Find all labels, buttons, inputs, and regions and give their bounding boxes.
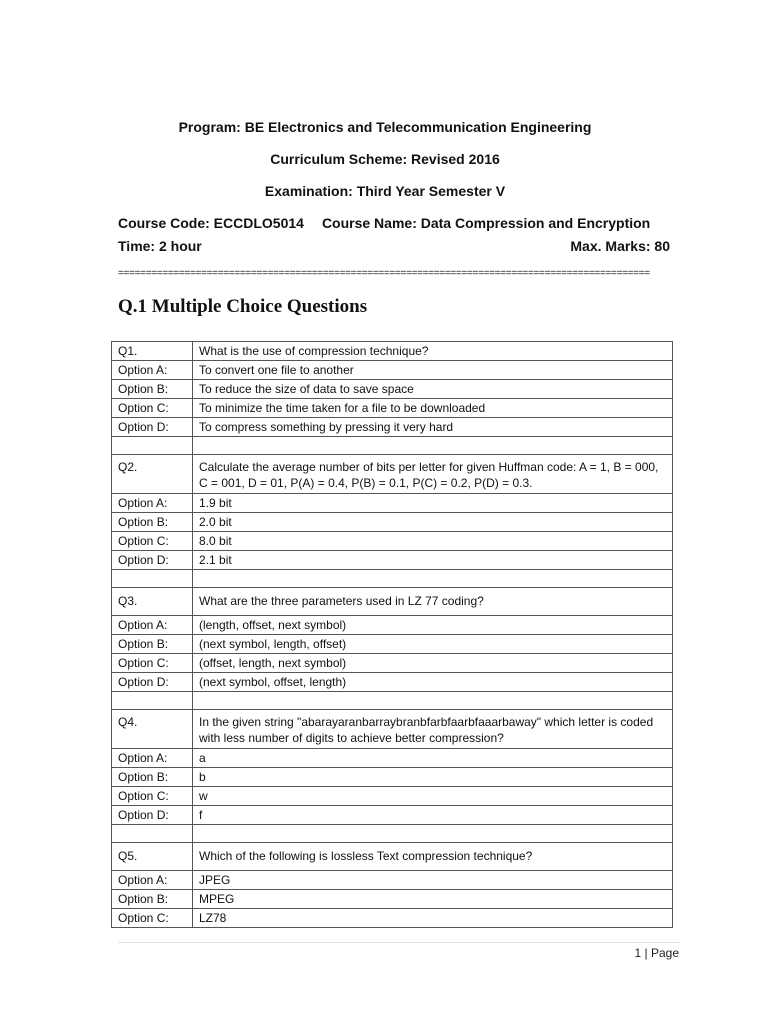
option-row [112, 890, 673, 909]
spacer-row [112, 692, 673, 710]
spacer-row [112, 570, 673, 588]
option-row [112, 616, 673, 635]
option-label: Option A: [112, 494, 193, 513]
option-label: Option C: [112, 399, 193, 418]
question-text: What are the three parameters used in LZ 77 coding? [193, 588, 673, 616]
question-text: Which of the following is lossless Text compression technique? [193, 843, 673, 871]
option-text: (length, offset, next symbol) [193, 616, 673, 635]
question-label: Q4. [112, 710, 193, 749]
option-label: Option D: [112, 673, 193, 692]
option-label: Option A: [112, 361, 193, 380]
option-label: Option A: [112, 871, 193, 890]
option-text: JPEG [193, 871, 673, 890]
separator-line: ================================================================================================ [118, 268, 650, 279]
option-row [112, 787, 673, 806]
option-text: (next symbol, length, offset) [193, 635, 673, 654]
option-text: 1.9 bit [193, 494, 673, 513]
spacer-row [112, 825, 673, 843]
option-label: Option C: [112, 654, 193, 673]
option-row [112, 418, 673, 437]
option-row [112, 673, 673, 692]
course-name: Course Name: Data Compression and Encryption [321, 215, 651, 231]
option-text: 2.1 bit [193, 551, 673, 570]
question-label: Q2. [112, 455, 193, 494]
option-text: b [193, 768, 673, 787]
option-label: Option B: [112, 380, 193, 399]
question-text: Calculate the average number of bits per letter for given Huffman code: A = 1, B = 000, C = 001, D = 01, P(A) = 0.4, P(B) = 0.1, P(C) = 0.2, P(D) = 0.3. [193, 455, 673, 494]
option-text: To convert one file to another [193, 361, 673, 380]
option-label: Option D: [112, 806, 193, 825]
program-heading: Program: BE Electronics and Telecommunication Engineering [178, 119, 592, 135]
option-text: a [193, 749, 673, 768]
option-text: To compress something by pressing it very hard [193, 418, 673, 437]
option-text: (next symbol, offset, length) [193, 673, 673, 692]
course-code: Course Code: ECCDLO5014 [118, 215, 304, 231]
option-text: To reduce the size of data to save space [193, 380, 673, 399]
exam-heading: Examination: Third Year Semester V [264, 183, 506, 199]
option-label: Option C: [112, 532, 193, 551]
option-row [112, 513, 673, 532]
option-row [112, 399, 673, 418]
question-label: Q5. [112, 843, 193, 871]
option-row [112, 871, 673, 890]
option-text: (offset, length, next symbol) [193, 654, 673, 673]
question-row [112, 588, 673, 616]
option-row [112, 654, 673, 673]
option-row [112, 494, 673, 513]
option-row [112, 635, 673, 654]
footer-divider [118, 942, 680, 943]
option-text: 8.0 bit [193, 532, 673, 551]
option-row [112, 768, 673, 787]
option-text: MPEG [193, 890, 673, 909]
exam-time: Time: 2 hour [118, 238, 202, 254]
option-text: To minimize the time taken for a file to be downloaded [193, 399, 673, 418]
option-label: Option B: [112, 635, 193, 654]
question-text: What is the use of compression technique? [193, 342, 673, 361]
option-label: Option B: [112, 513, 193, 532]
option-row [112, 551, 673, 570]
option-label: Option D: [112, 418, 193, 437]
question-text: In the given string "abarayaranbarraybranbfarbfaarbfaaarbaway" which letter is coded with less number of digits to achieve better compression? [193, 710, 673, 749]
scheme-heading: Curriculum Scheme: Revised 2016 [270, 151, 500, 167]
option-label: Option C: [112, 909, 193, 928]
mcq-table [111, 341, 673, 928]
time-marks-row [118, 238, 670, 254]
option-label: Option A: [112, 616, 193, 635]
section-title: Q.1 Multiple Choice Questions [118, 296, 368, 317]
option-row [112, 909, 673, 928]
spacer-row [112, 437, 673, 455]
page-number: 1 | Page [634, 946, 679, 960]
option-label: Option B: [112, 768, 193, 787]
question-row [112, 710, 673, 749]
option-row [112, 361, 673, 380]
option-text: LZ78 [193, 909, 673, 928]
option-text: w [193, 787, 673, 806]
question-row [112, 843, 673, 871]
option-label: Option C: [112, 787, 193, 806]
option-row [112, 806, 673, 825]
option-row [112, 380, 673, 399]
option-row [112, 749, 673, 768]
option-text: f [193, 806, 673, 825]
option-row [112, 532, 673, 551]
option-label: Option B: [112, 890, 193, 909]
option-label: Option D: [112, 551, 193, 570]
option-text: 2.0 bit [193, 513, 673, 532]
course-info-row [118, 215, 650, 231]
question-row [112, 455, 673, 494]
max-marks: Max. Marks: 80 [570, 238, 670, 254]
question-row [112, 342, 673, 361]
question-label: Q1. [112, 342, 193, 361]
question-label: Q3. [112, 588, 193, 616]
option-label: Option A: [112, 749, 193, 768]
